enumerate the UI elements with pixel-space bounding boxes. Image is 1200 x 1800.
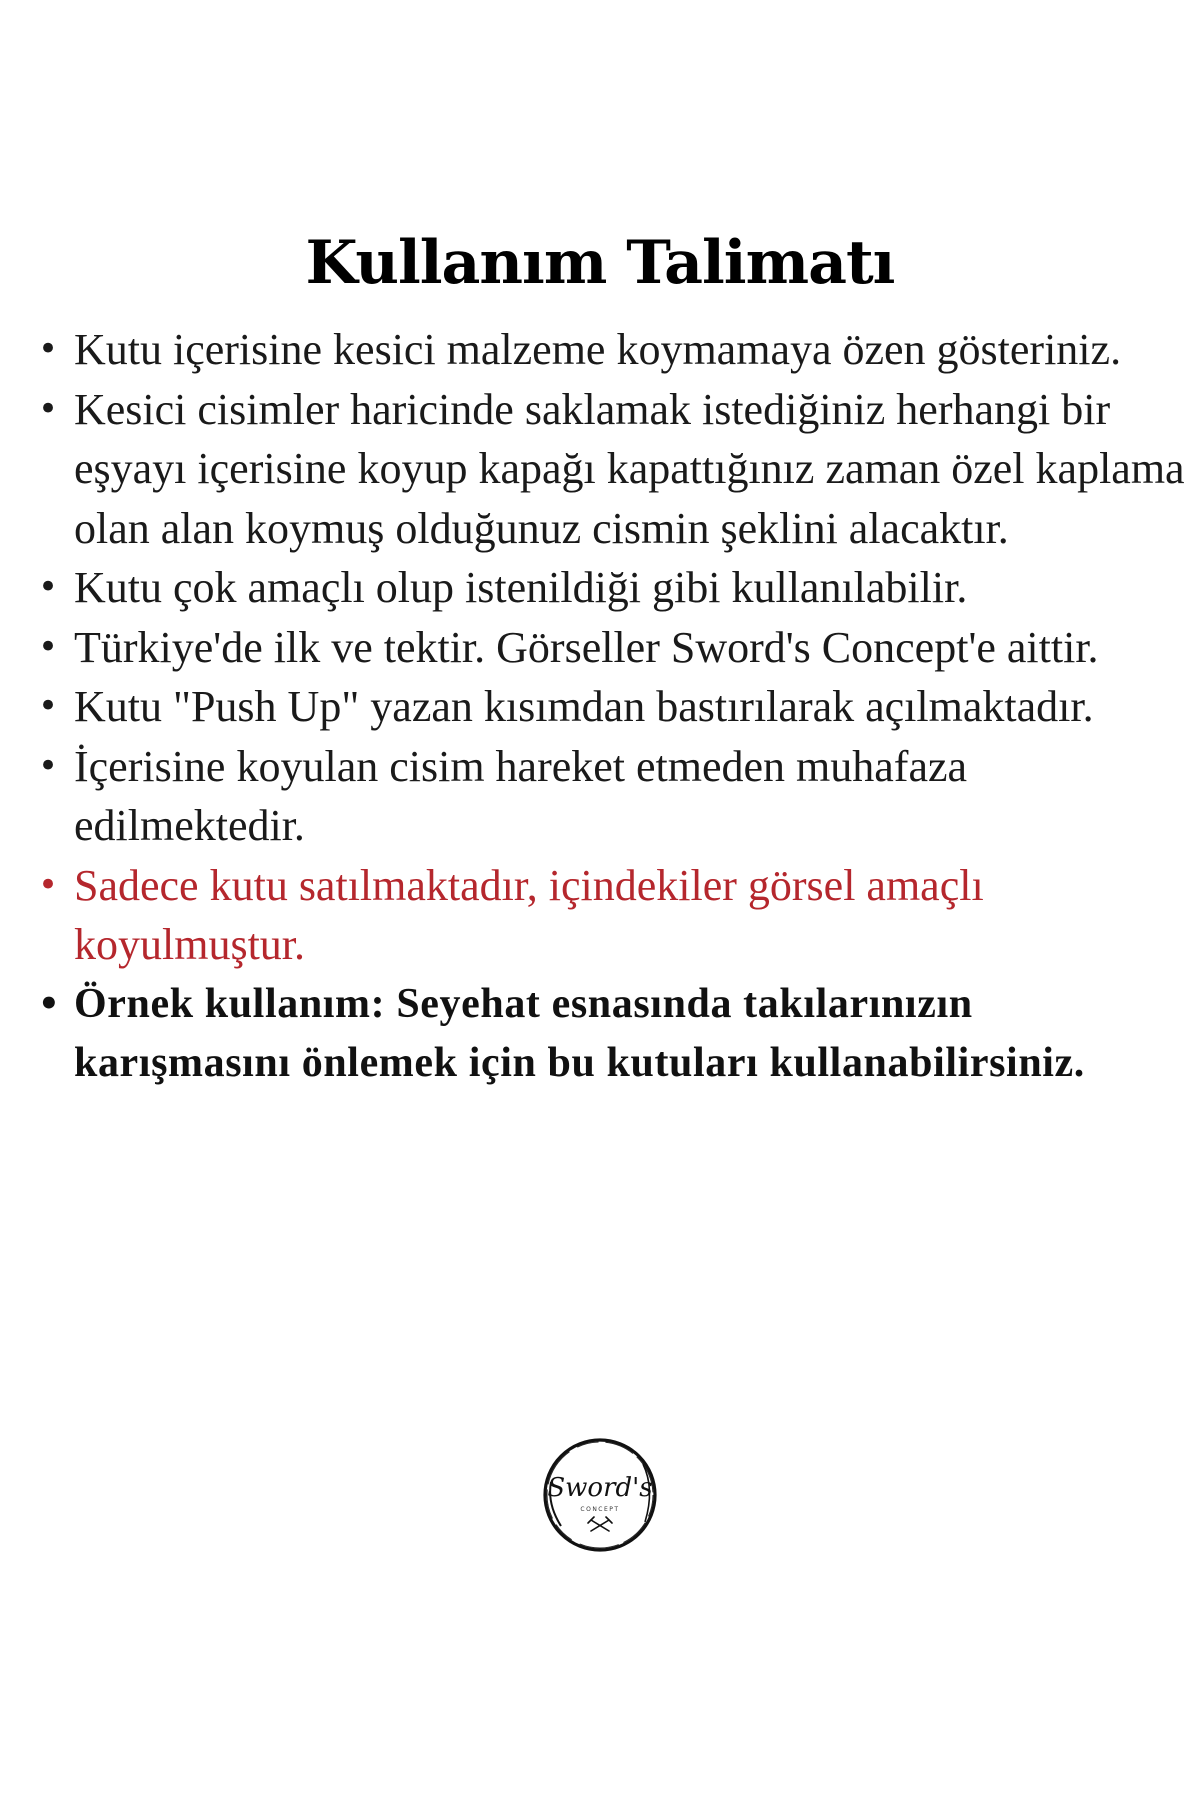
warning-list-item [30, 856, 1190, 975]
warning-text: Sadece kutu satılmaktadır, içindekiler görsel amaçlı koyulmuştur. [74, 860, 984, 969]
list-item-text: İçerisine koyulan cisim hareket etmeden muhafaza edilmektedir. [74, 741, 968, 850]
list-item-text: Türkiye'de ilk ve tektir. Görseller Sword's Concept'e aittir. [74, 622, 1099, 672]
list-item-text: Kesici cisimler haricinde saklamak istediğiniz herhangi bir eşyayı içerisine koyup kapağı kapattığınız zaman özel kaplama olan alan koymuş olduğunuz cismin şeklini alacaktır. [74, 384, 1185, 553]
bullet-icon: • [38, 626, 59, 667]
list-item-text: Kutu çok amaçlı olup istenildiği gibi kullanılabilir. [74, 563, 968, 612]
list-item [30, 320, 1190, 380]
list-item [30, 558, 1190, 618]
instruction-list [30, 320, 1190, 1094]
swords-concept-logo [539, 1434, 661, 1556]
bullet-icon: • [38, 864, 59, 905]
list-item-text: Kutu "Push Up" yazan kısımdan bastırılarak açılmaktadır. [74, 682, 1094, 731]
bullet-icon: • [38, 686, 59, 726]
list-item [30, 618, 1190, 678]
bullet-icon: • [38, 983, 61, 1024]
bullet-icon: • [38, 388, 59, 429]
example-list-item [30, 975, 1190, 1094]
page-title: Kullanım Talimatı [305, 228, 895, 298]
list-item [30, 737, 1190, 856]
crossed-swords-icon [588, 1517, 612, 1531]
list-item [30, 677, 1190, 737]
logo-subtitle: CONCEPT [580, 1506, 620, 1513]
list-item-text: Kutu içerisine kesici malzeme koymamaya özen gösteriniz. [74, 325, 1122, 374]
bullet-icon: • [38, 567, 59, 607]
logo-wordmark: Sword's [547, 1473, 653, 1503]
example-usage-text: Örnek kullanım: Seyehat esnasında takılarınızın karışmasını önlemek için bu kutuları kullanabilirsiniz. [74, 980, 1085, 1086]
bullet-icon: • [38, 745, 59, 786]
list-item [30, 380, 1190, 559]
bullet-icon: • [38, 329, 59, 369]
